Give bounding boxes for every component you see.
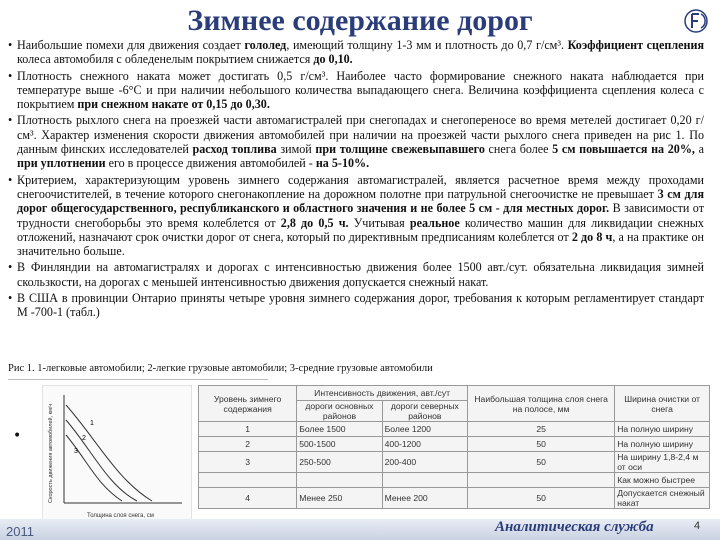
figure-caption: Рис 1. 1-легковые автомобили; 2-легкие грузовые автомобили; 3-средние грузовые автомобили: [8, 363, 433, 374]
bullet-paragraph: [8, 69, 704, 112]
bullet-text-run: Наибольшие помехи для движения создает: [17, 38, 245, 52]
bullet-text-run: зимой: [276, 142, 316, 157]
table-cell-main: 500-1500: [297, 437, 382, 452]
bullet-text-run: , а на практике он значительно больше.: [17, 229, 704, 259]
bullet-text-run: В зависимости от трудности снегоборьбы это время колеблется от: [17, 201, 704, 230]
bullet-text-run: 5 см повышается на 20%,: [552, 142, 695, 157]
bullet-text-run: на 5-10%.: [315, 156, 370, 171]
bullet-text-run: при уплотнении: [17, 156, 106, 171]
graph-y-label: Скорость движения автомобилей, км/ч: [48, 403, 54, 503]
table-cell-main: 250-500: [297, 452, 382, 473]
table-header-main: дороги основных районов: [297, 401, 382, 422]
table-cell-north: Менее 200: [382, 488, 467, 509]
bullet-text-run: его в процессе движения автомобилей -: [105, 156, 316, 171]
bullet-text-run: Плотность рыхлого снега на проезжей части автомагистралей при снегопадах и снегопереносе во время метелей достигает 0,20 г/см³. Характер изменения скорости движения автомобилей при наличии на проезжей части рыхлого снега приведен на рис 1. По данным финских исследователей: [17, 113, 704, 157]
bullet-text-run: до 0,10.: [313, 52, 353, 67]
bullet-text-run: Учитывая: [348, 215, 410, 230]
maintenance-levels-table: [198, 385, 710, 509]
footer-organization: Аналитическая служба: [495, 519, 654, 535]
table-cell-snow: 50: [468, 437, 615, 452]
table-cell-level: 2: [199, 437, 297, 452]
bullet-paragraph: [8, 113, 704, 170]
bullet-text-run: В США в провинции Онтарио приняты четыре уровня зимнего содержания дорог, требования к которым регламентирует стандарт М -700-1 (табл.): [17, 291, 704, 320]
table-cell-level: 3: [199, 452, 297, 473]
bullet-text-run: Плотность снежного наката может достигать 0,5 г/см³. Наиболее часто формирование снежного наката наблюдается при температуре выше -6°С и при наличии небольшого количества выпадающего снега. Величина коэффициента сцепления колеса с покрытием: [17, 68, 704, 112]
speed-graph: [42, 385, 192, 525]
bullet-list: [8, 38, 704, 322]
bullet-text-run: расход топлива: [192, 142, 277, 157]
bullet-paragraph: [8, 38, 704, 67]
table-cell-north: Более 1200: [382, 422, 467, 437]
curve-label-1: 1: [90, 420, 94, 427]
table-cell-level: 4: [199, 488, 297, 509]
footer-year: 2011: [6, 524, 34, 539]
table-row: [199, 473, 710, 488]
bullet-text-run: 2 до 8 ч: [571, 229, 613, 244]
table-cell-north: [382, 473, 467, 488]
bullet-text-run: Критерием, характеризующим уровень зимнего содержания автомагистралей, является расчетное время между проходами снегоочистителей, в течение которого снегонакопление на дорожном полотне при патрульной снегоочистке не превышает: [17, 172, 704, 201]
table-cell-width: Как можно быстрее: [615, 473, 710, 488]
table-row: [199, 452, 710, 473]
bullet-text-run: В Финляндии на автомагистралях и дорогах с интенсивностью движения более 1500 авт./сут. обязательна ликвидация зимней скользкости, на дорогах с меньшей интенсивностью движения допускается снежный накат.: [17, 260, 704, 289]
table-header-snow: Наибольшая толщина слоя снега на полосе, мм: [468, 386, 615, 422]
bullet-text-run: Коэффициент сцепления: [567, 38, 704, 52]
page-number: 4: [694, 520, 701, 532]
table-cell-width: На полную ширину: [615, 422, 710, 437]
bullet-text-run: 2,8 до 0,5 ч.: [280, 215, 349, 230]
table-header-width: Ширина очистки от снега: [615, 386, 710, 422]
table-header-intensity: Интенсивность движения, авт./сут: [297, 386, 468, 401]
table-cell-snow: 50: [468, 452, 615, 473]
bullet-text-run: при толщине свежевыпавшего: [315, 142, 485, 157]
table-cell-width: Допускается снежный накат: [615, 488, 710, 509]
caption-divider: [8, 379, 268, 380]
table-cell-width: На полную ширину: [615, 437, 710, 452]
curve-label-2: 2: [82, 435, 86, 442]
bullet-paragraph: [8, 260, 704, 289]
slide-title: Зимнее содержание дорог: [187, 4, 533, 37]
table-cell-snow: [468, 473, 615, 488]
bullet-text-run: количество машин для ликвидации снежных отложений, назначают срок очистки дорог от снега, который по директивным предписаниям колеблется от: [17, 215, 704, 244]
table-cell-north: 200-400: [382, 452, 467, 473]
bullet-text-run: при снежном накате от 0,15 до 0,30.: [77, 97, 270, 112]
table-row: [199, 488, 710, 509]
table-cell-snow: 50: [468, 488, 615, 509]
curve-label-3: 3: [74, 448, 78, 455]
bullet-text-run: гололед: [244, 38, 287, 52]
bullet-text-run: 3 см для дорог общегосударственного, республиканского и областного значения и не более 5 см - для местных дорог.: [17, 186, 705, 216]
logo-icon: [683, 8, 709, 34]
bullet-text-run: реальное: [409, 215, 460, 230]
bullet-paragraph: [8, 173, 704, 259]
table-cell-north: 400-1200: [382, 437, 467, 452]
bullet-text-run: , имеющий толщину 1-3 мм и плотность до 0,7 г/см³.: [286, 38, 568, 52]
table-cell-level: [199, 473, 297, 488]
table-cell-main: Более 1500: [297, 422, 382, 437]
empty-bullet: •: [13, 428, 22, 444]
table-cell-main: [297, 473, 382, 488]
table-cell-main: Менее 250: [297, 488, 382, 509]
table-cell-width: На ширину 1,8-2,4 м от оси: [615, 452, 710, 473]
table-row: [199, 437, 710, 452]
table-cell-level: 1: [199, 422, 297, 437]
bullet-text-run: а: [694, 142, 704, 157]
bullet-text-run: снега более: [484, 142, 553, 157]
table-cell-snow: 25: [468, 422, 615, 437]
bullet-paragraph: [8, 291, 704, 320]
bullet-text-run: колеса автомобиля с обледенелым покрытием снижается: [17, 52, 314, 67]
graph-x-label: Толщина слоя снега, см: [87, 513, 154, 519]
table-header-north: дороги северных районов: [382, 401, 467, 422]
table-row: [199, 422, 710, 437]
table-header-level: Уровень зимнего содержания: [199, 386, 297, 422]
